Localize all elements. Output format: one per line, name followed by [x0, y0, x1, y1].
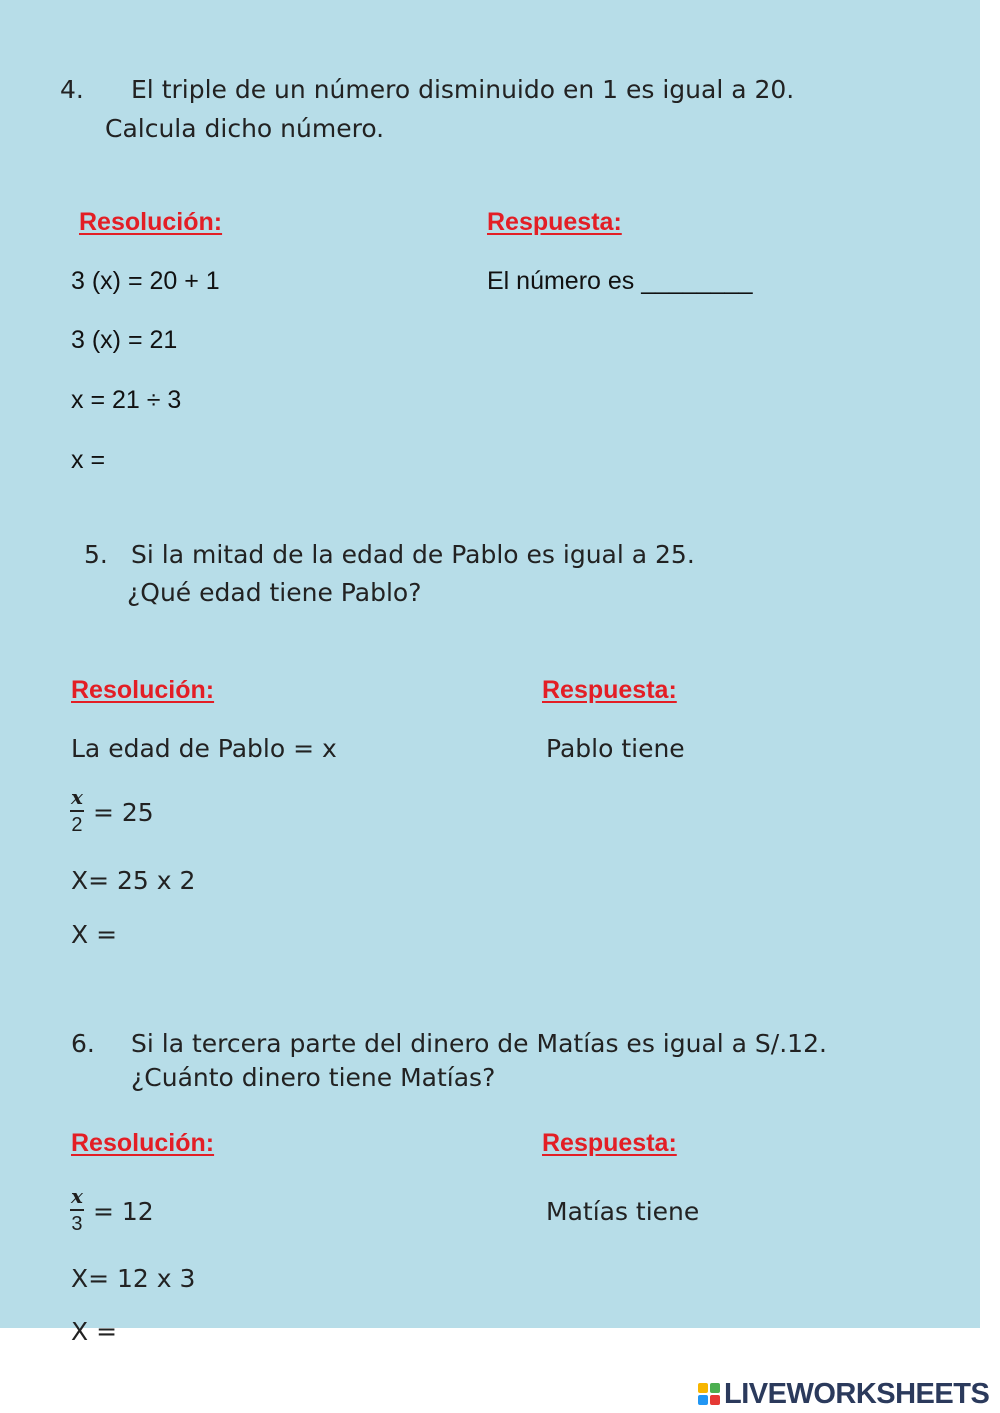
problem-4-answer-field[interactable]: El número es ________ — [487, 267, 753, 295]
problem-5-step-3: X= 25 x 2 — [71, 866, 196, 895]
fraction-bar — [70, 1209, 84, 1211]
fraction-bar — [70, 810, 84, 812]
problem-4-step-3: x = 21 ÷ 3 — [71, 386, 182, 414]
problem-4-question: Calcula dicho número. — [105, 114, 385, 143]
fraction-numerator: x — [71, 1184, 83, 1208]
problem-5-fraction — [70, 786, 84, 836]
fraction-denominator: 2 — [71, 814, 83, 836]
problem-6-resolution-heading: Resolución: — [71, 1129, 215, 1157]
fraction-denominator: 3 — [71, 1213, 83, 1235]
problem-5-resolution-heading: Resolución: — [71, 676, 215, 704]
page-edge — [980, 0, 1000, 1328]
problem-5-number: 5. — [84, 540, 108, 569]
liveworksheets-logo — [698, 1376, 989, 1412]
problem-5-answer-heading: Respuesta: — [542, 676, 677, 704]
fraction-numerator: x — [71, 785, 83, 809]
problem-4-number: 4. — [60, 75, 84, 104]
problem-6-fraction-rhs: = 12 — [93, 1197, 154, 1226]
liveworksheets-logo-icon — [698, 1383, 720, 1405]
problem-5-fraction-rhs: = 25 — [93, 798, 154, 827]
problem-5-step-1: La edad de Pablo = x — [71, 734, 337, 763]
problem-4-step-1: 3 (x) = 20 + 1 — [71, 267, 220, 295]
problem-5-answer-field[interactable]: Pablo tiene — [546, 734, 685, 763]
problem-6-number: 6. — [71, 1029, 95, 1058]
problem-4-resolution-heading: Resolución: — [79, 208, 223, 236]
problem-5-question: ¿Qué edad tiene Pablo? — [127, 578, 422, 607]
problem-6-step-2: X= 12 x 3 — [71, 1264, 196, 1293]
problem-6-answer-heading: Respuesta: — [542, 1129, 677, 1157]
problem-6-statement: Si la tercera parte del dinero de Matías es igual a S/.12. — [131, 1029, 827, 1058]
problem-6-question: ¿Cuánto dinero tiene Matías? — [131, 1063, 496, 1092]
brand-name: LIVEWORKSHEETS — [724, 1377, 990, 1410]
problem-6-step-3: X = — [71, 1317, 118, 1346]
problem-4-step-2: 3 (x) = 21 — [71, 326, 178, 354]
problem-4-step-4: x = — [71, 446, 106, 474]
problem-4-statement: El triple de un número disminuido en 1 es igual a 20. — [131, 75, 795, 104]
problem-4-answer-heading: Respuesta: — [487, 208, 622, 236]
problem-6-fraction — [70, 1185, 84, 1235]
problem-5-statement: Si la mitad de la edad de Pablo es igual a 25. — [131, 540, 695, 569]
problem-6-answer-field[interactable]: Matías tiene — [546, 1197, 700, 1226]
problem-5-step-4: X = — [71, 920, 118, 949]
